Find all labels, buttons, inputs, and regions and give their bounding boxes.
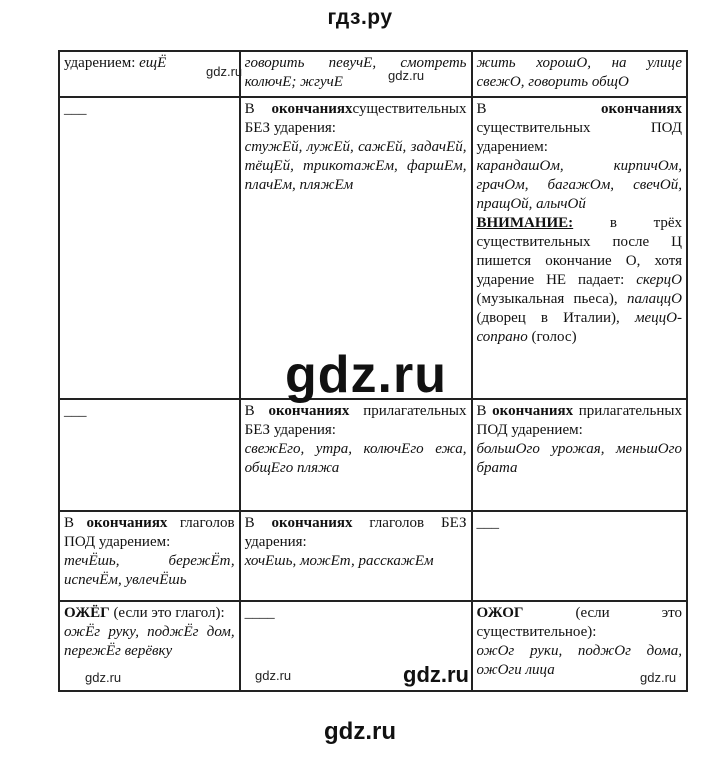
cell-text: В [244, 515, 272, 531]
cell-text: (музыкальная пьеса), [476, 291, 627, 307]
empty-dash: ___ [64, 403, 87, 419]
cell-text: (если это существительное): [476, 605, 682, 640]
cell-text: в трёх существительных после Ц пишется окончание О, хотя ударение НЕ падает: [476, 215, 682, 288]
example-text: жить хорошО, на улице свежО, говорить общО [476, 55, 682, 90]
attention-label: ВНИМАНИЕ: [476, 215, 574, 231]
empty-dash: ___ [476, 515, 499, 531]
table-cell [472, 97, 688, 399]
site-header: гдз.ру [327, 6, 393, 29]
watermark: gdz.ru [388, 68, 425, 83]
watermark-medium: gdz.ru [403, 662, 469, 687]
example-text: стужЕй, лужЕй, сажЕй, задачЕй, тёщЕй, трикотажЕм, фаршЕм, плачЕм, пляжЕм [244, 139, 467, 193]
example-text: говорить певучЕ, смотреть колючЕ; жгучЕ [244, 55, 467, 90]
example-text: ожЁг руку, поджЁг дом, пережЁг верёвку [64, 624, 235, 659]
keyword: окончаниях [601, 101, 682, 117]
table-cell [59, 511, 240, 601]
example-text: ещЁ [139, 55, 167, 71]
cell-text: существительных ПОД ударением: [476, 120, 682, 155]
table-cell [59, 97, 240, 399]
example-text: карандашОм, кирпичОм, грачОм, багажОм, свечОй, пращОй, алычОй [476, 158, 682, 212]
table-cell [240, 511, 472, 601]
cell-text: (если это глагол): [109, 605, 225, 621]
cell-text: прилагательных ПОД ударением: [476, 403, 682, 438]
keyword: окончаниях [492, 403, 574, 419]
site-footer: gdz.ru [324, 718, 396, 745]
table-row [59, 511, 687, 601]
empty-dash: ____ [244, 605, 275, 621]
example-text: большОго урожая, меньшОго брата [476, 441, 682, 476]
watermark-large: gdz.ru [285, 346, 447, 404]
example-text: скерцО [636, 272, 682, 288]
cell-text: В [64, 515, 87, 531]
keyword: окончаниях [268, 403, 350, 419]
watermark: gdz.ru [640, 670, 677, 685]
table-row [59, 399, 687, 511]
cell-text: В [476, 403, 493, 419]
example-text: хочЕшь, можЕт, расскажЕм [244, 553, 434, 569]
cell-text: глаголов ПОД ударением: [64, 515, 235, 550]
cell-text: ударением: [64, 55, 140, 71]
table-cell [472, 51, 688, 97]
table-cell [472, 399, 688, 511]
cell-text: В [244, 101, 272, 117]
cell-text: существительных БЕЗ ударения: [244, 101, 467, 136]
example-text: меццО-сопрано [476, 310, 682, 345]
cell-text: прилагательных БЕЗ ударения: [244, 403, 467, 438]
table-row [59, 51, 687, 97]
keyword: окончаниях [271, 515, 353, 531]
table-cell [240, 51, 472, 97]
cell-text: глаголов БЕЗ ударения: [244, 515, 467, 550]
empty-dash: ___ [64, 101, 87, 117]
watermark: gdz.ru [85, 670, 122, 685]
example-text: палаццО [626, 291, 682, 307]
cell-text: (голос) [527, 329, 577, 345]
example-text: свежЕго, утра, колючЕго ежа, общЕго пляжа [244, 441, 467, 476]
keyword: ОЖОГ [476, 605, 524, 621]
table-cell [59, 399, 240, 511]
cell-text: В [476, 101, 602, 117]
watermark: gdz.ru [255, 668, 292, 683]
example-text: ожОг руки, поджОг дома, ожОги лица [476, 643, 682, 678]
table-cell [240, 399, 472, 511]
table-cell [472, 511, 688, 601]
watermark: gdz.ru [206, 64, 243, 79]
cell-text: В [244, 403, 269, 419]
cell-text: (дворец в Италии), [476, 310, 635, 326]
keyword: ОЖЁГ [64, 605, 110, 621]
table-row [59, 601, 687, 691]
example-text: течЁшь, бережЁт, испечЁм, увлечЁшь [64, 553, 235, 588]
keyword: окончаниях [271, 101, 353, 117]
keyword: окончаниях [86, 515, 168, 531]
